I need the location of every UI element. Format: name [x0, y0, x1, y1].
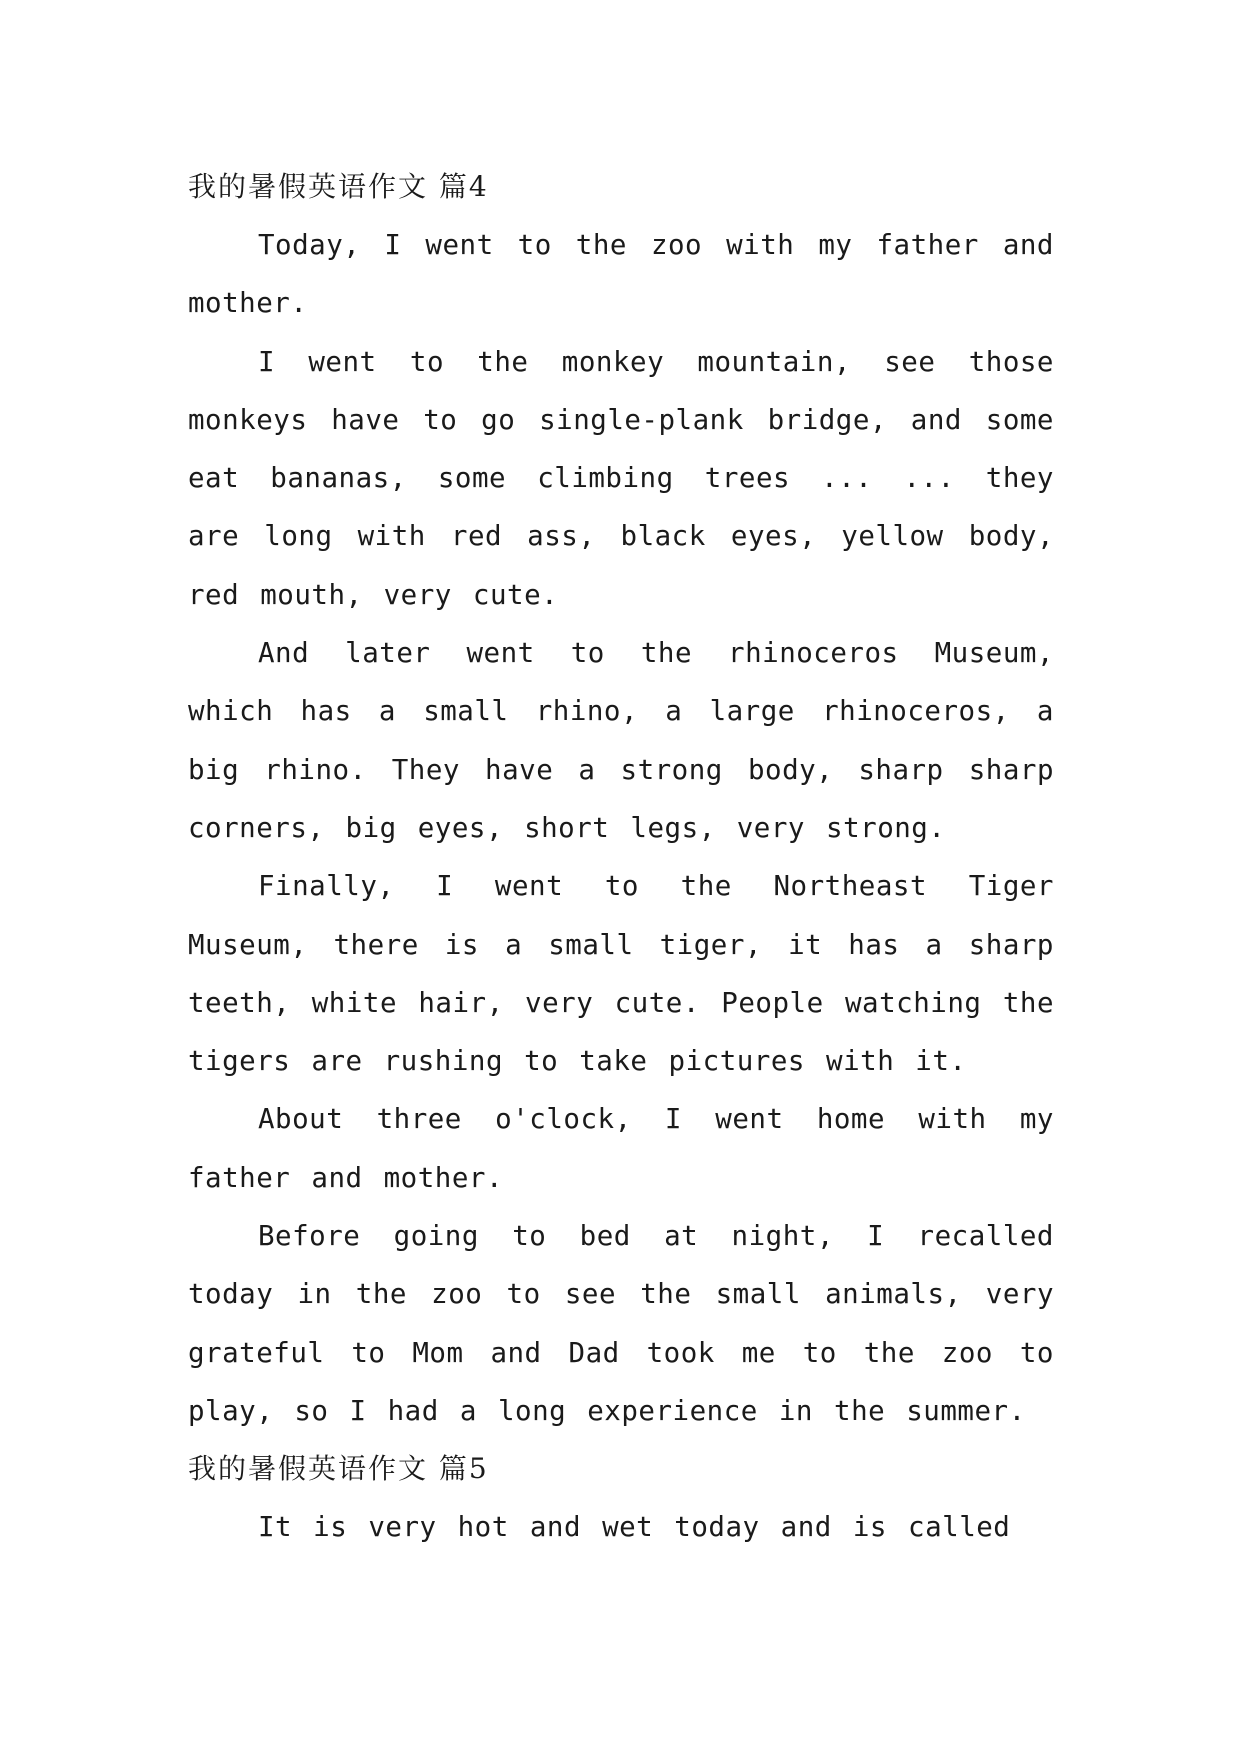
essay-section-4: [188, 158, 1054, 1440]
paragraph: I went to the monkey mountain, see those monkeys have to go single-plank bridge, and some eat bananas, some climbing trees ... ... they are long with red ass, black eyes, yellow body, red mouth, very cute.: [188, 345, 1054, 611]
paragraph: Today, I went to the zoo with my father and mother.: [188, 229, 1054, 320]
document-page: [188, 158, 1054, 1556]
section-heading: 我的暑假英语作文 篇4: [188, 170, 489, 203]
section-heading: 我的暑假英语作文 篇5: [188, 1452, 489, 1486]
paragraph: About three o'clock, I went home with my father and mother.: [188, 1103, 1054, 1194]
paragraph: Finally, I went to the Northeast Tiger Museum, there is a small tiger, it has a sharp teeth, white hair, very cute. People watching the tigers are rushing to take pictures with it.: [188, 870, 1054, 1078]
paragraph: And later went to the rhinoceros Museum, which has a small rhino, a large rhinoceros, a big rhino. They have a strong body, sharp sharp corners, big eyes, short legs, very strong.: [188, 637, 1054, 844]
paragraph: It is very hot and wet today and is called: [258, 1511, 1011, 1544]
essay-section-5: [188, 1440, 1054, 1556]
paragraph: Before going to bed at night, I recalled today in the zoo to see the small animals, very grateful to Mom and Dad took me to the zoo to play, so I had a long experience in the summer.: [188, 1220, 1054, 1427]
